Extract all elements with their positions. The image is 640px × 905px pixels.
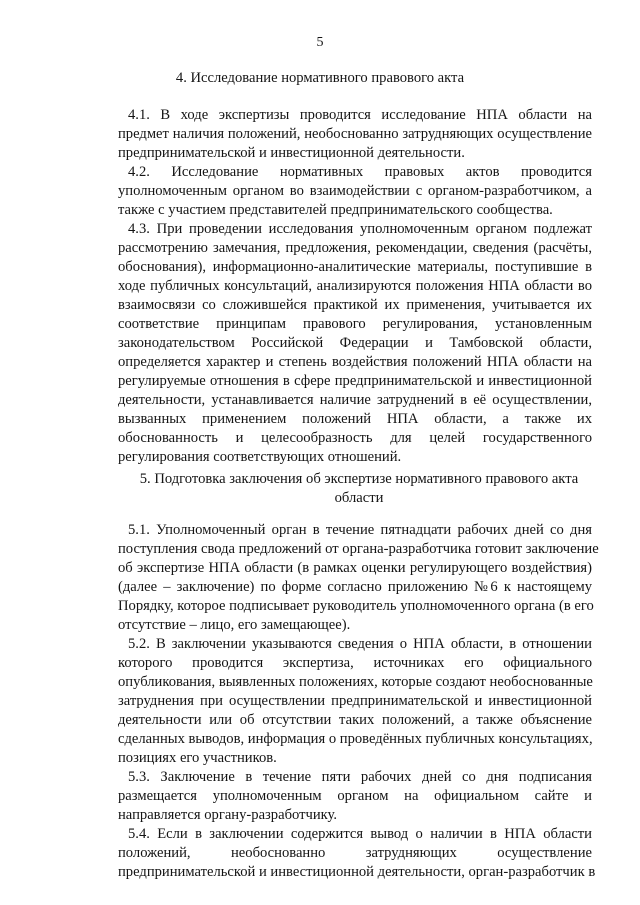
text-line: обоснованность и целесообразность для целей государственного <box>118 430 592 446</box>
section-heading-5 <box>122 470 596 508</box>
text-line: предпринимательской и инвестиционной деятельности. <box>118 145 465 161</box>
text-line: поступления свода предложений от органа-разработчика готовит заключение <box>118 541 599 557</box>
text-line: затруднения при осуществлении предпринимательской и инвестиционной <box>118 693 592 709</box>
text-line: 4.2. Исследование нормативных правовых актов проводится <box>128 164 592 180</box>
text-line: сделанных выводов, информация о проведённых публичных консультациях, <box>118 731 593 747</box>
text-line: обоснования), информационно-аналитические материалы, поступившие в <box>118 259 592 275</box>
text-line: 4.1. В ходе экспертизы проводится исследование НПА области на <box>128 107 592 123</box>
text-line: 4.3. При проведении исследования уполномоченным органом подлежат <box>128 221 592 237</box>
text-line: рассмотрению замечания, предложения, рекомендации, сведения (расчёты, <box>118 240 592 256</box>
text-line: вызванных применением положений НПА области, а также их <box>118 411 592 427</box>
heading-line: 4. Исследование нормативного правового акта <box>175 70 465 86</box>
text-line: 5.2. В заключении указываются сведения о НПА области, в отношении <box>128 636 592 652</box>
heading-line: области <box>334 490 384 506</box>
text-line: Порядку, которое подписывает руководитель уполномоченного органа (в его <box>118 598 594 614</box>
text-line: регулируемые отношения в сфере предпринимательской и инвестиционной <box>118 373 592 389</box>
text-line: уполномоченным органом во взаимодействии с органом-разработчиком, а <box>118 183 592 199</box>
text-line: размещается уполномоченным органом на официальном сайте и <box>118 788 592 804</box>
text-line: отсутствие – лицо, его замещающее). <box>118 617 351 633</box>
text-line: регулирования соответствующих отношений. <box>118 449 402 465</box>
text-line: направляется органу-разработчику. <box>118 807 338 823</box>
paragraph-5-1 <box>118 521 599 882</box>
text-line: предмет наличия положений, необоснованно затрудняющих осуществление <box>118 126 592 142</box>
text-line: законодательством Российской Федерации и Тамбовской области, <box>118 335 592 351</box>
text-line: деятельности, устанавливается наличие затруднений в её осуществлении, <box>118 392 592 408</box>
text-line: деятельности или об отсутствии таких положений, а также объяснение <box>118 712 592 728</box>
text-line: опубликования, выявленных положениях, которые создают необоснованные <box>118 674 593 690</box>
page-number: 5 <box>316 35 324 50</box>
text-line: положений, необоснованно затрудняющих осуществление <box>118 845 592 861</box>
text-line: предпринимательской и инвестиционной деятельности, орган-разработчик в <box>118 864 596 880</box>
section-heading-4 <box>60 69 580 88</box>
text-line: 5.1. Уполномоченный орган в течение пятнадцати рабочих дней со дня <box>128 522 592 538</box>
text-line: ходе публичных консультаций, анализируются положения НПА области во <box>118 278 592 294</box>
text-line: об экспертизе НПА области (в рамках оценки регулирующего воздействия) <box>118 560 592 576</box>
text-line: 5.4. Если в заключении содержится вывод о наличии в НПА области <box>128 826 592 842</box>
heading-line: 5. Подготовка заключения об экспертизе нормативного правового акта <box>139 471 579 487</box>
text-line: определяется характер и степень воздействия положений НПА области на <box>118 354 592 370</box>
text-line: также с участием представителей предпринимательского сообщества. <box>118 202 553 218</box>
text-line: соответствие принципам правового регулирования, установленным <box>118 316 592 332</box>
text-line: (далее – заключение) по форме согласно приложению №6 к настоящему <box>118 579 592 595</box>
text-line: взаимосвязи со сложившейся практикой их применения, учитывается их <box>118 297 592 313</box>
text-line: которого проводится экспертиза, источниках его официального <box>118 655 592 671</box>
text-line: позициях его участников. <box>118 750 277 766</box>
text-line: 5.3. Заключение в течение пяти рабочих дней со дня подписания <box>128 769 592 785</box>
paragraph-4-1 <box>118 106 592 467</box>
